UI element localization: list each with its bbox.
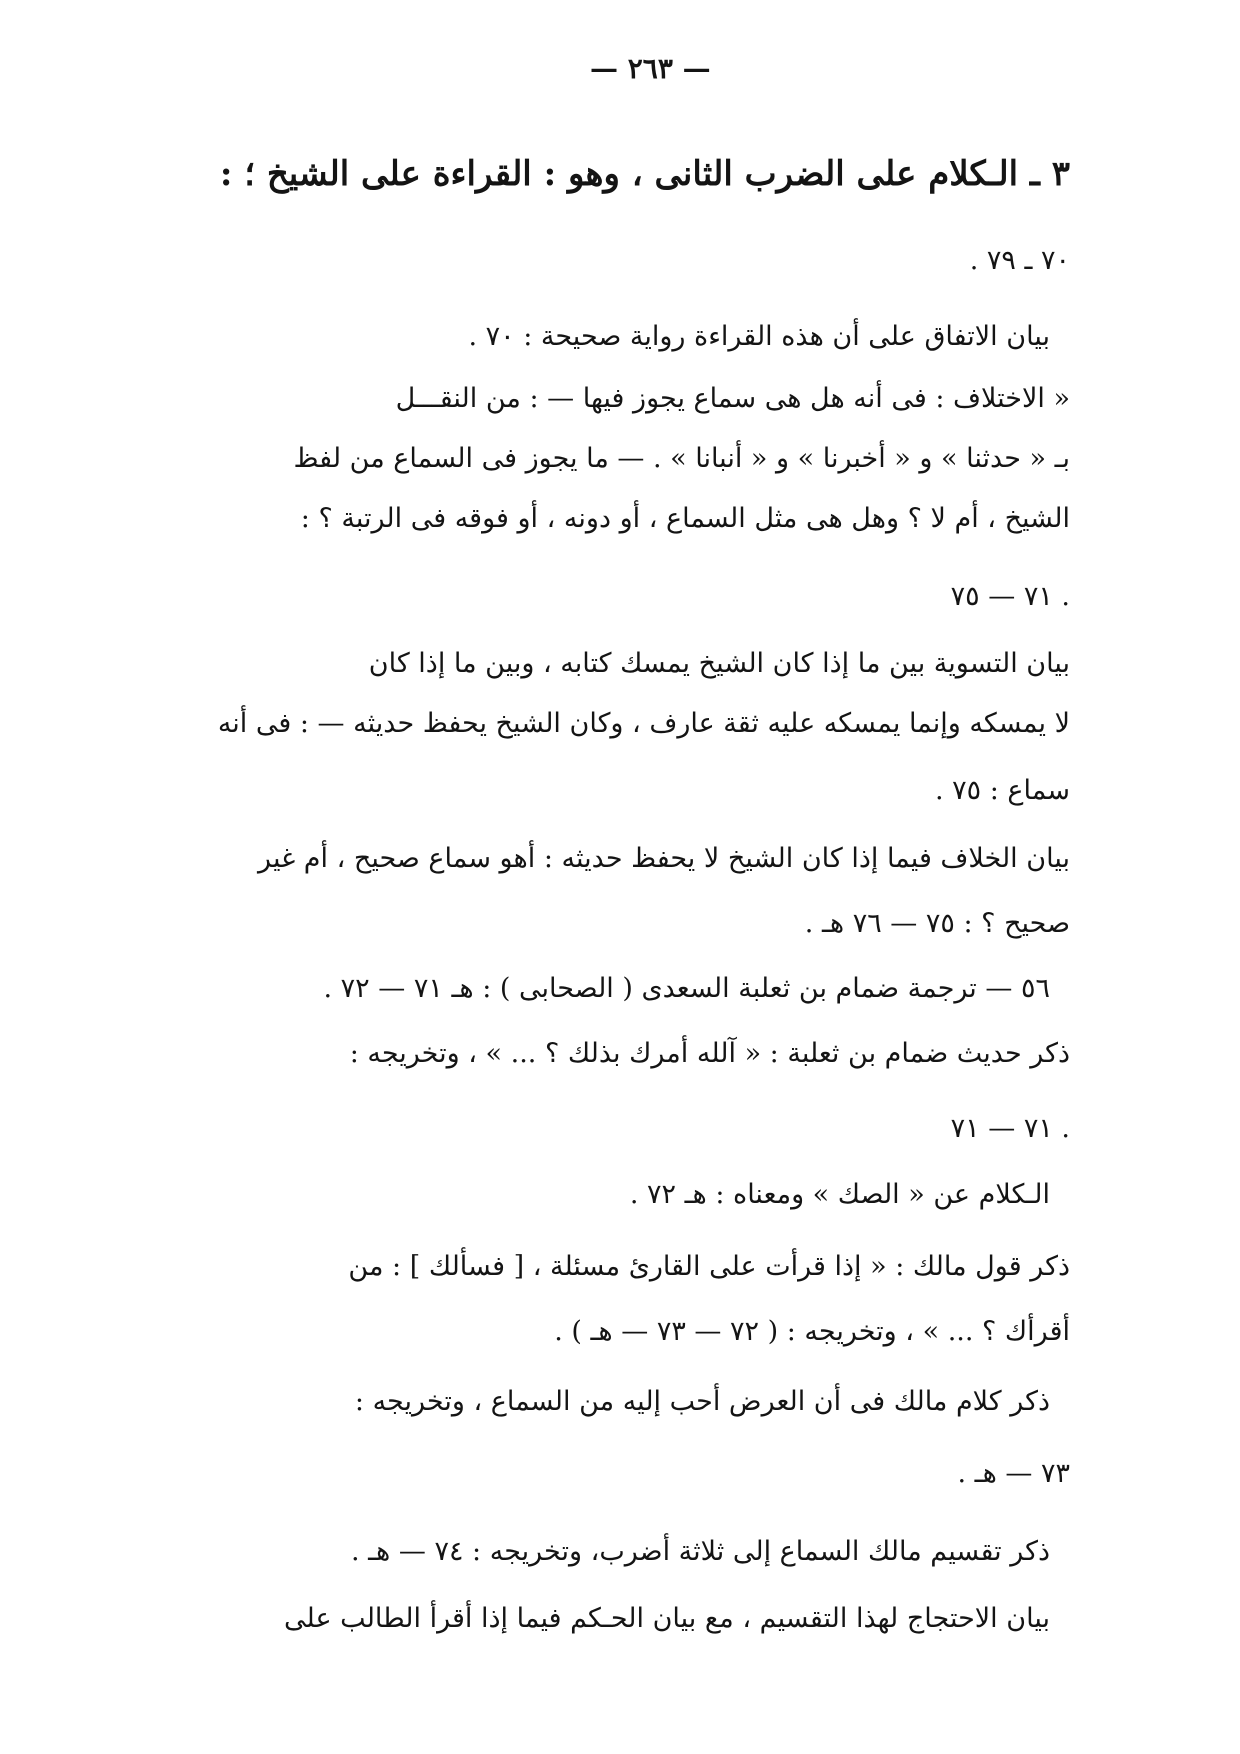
- text-line: صحيح ؟ : ٧٥ — ٧٦ هـ .: [804, 908, 1070, 939]
- text-line: ذكر كلام مالك فى أن العرض أحب إليه من السماع ، وتخريجه :: [354, 1386, 1050, 1417]
- text-line: ذكر تقسيم مالك السماع إلى ثلاثة أضرب، وتخريجه : ٧٤ — هـ .: [350, 1536, 1050, 1567]
- text-line: ذكر حديث ضمام بن ثعلبة : « آلله أمرك بذلك ؟ ... » ، وتخريجه :: [349, 1038, 1070, 1069]
- text-line: أقرأك ؟ ... » ، وتخريجه : ( ٧٢ — ٧٣ — هـ ) .: [554, 1316, 1070, 1347]
- text-line: ٧٣ — هـ .: [957, 1458, 1070, 1489]
- text-line: بـ « حدثنا » و « أخبرنا » و « أنبانا » . — ما يجوز فى السماع من لفظ: [293, 443, 1070, 474]
- text-line: ٧٠ ـ ٧٩ .: [969, 245, 1070, 276]
- text-line: ٧١ — ٧٥ .: [950, 581, 1070, 612]
- text-line: « الاختلاف : فى أنه هل هى سماع يجوز فيها — : من النقـــل: [395, 383, 1070, 414]
- text-line: ٥٦ — ترجمة ضمام بن ثعلبة السعدى ( الصحابى ) : هـ ٧١ — ٧٢ .: [323, 973, 1050, 1004]
- text-line: لا يمسكه وإنما يمسكه عليه ثقة عارف ، وكان الشيخ يحفظ حديثه — : فى أنه: [217, 708, 1070, 739]
- text-line: ٧١ — ٧١ .: [950, 1113, 1070, 1144]
- text-line: ذكر قول مالك : « إذا قرأت على القارئ مسئلة ، [ فسألك ] : من: [348, 1251, 1070, 1282]
- text-line: سماع : ٧٥ .: [934, 775, 1070, 806]
- text-line: بيان الخلاف فيما إذا كان الشيخ لا يحفظ حديثه : أهو سماع صحيح ، أم غير: [258, 843, 1070, 874]
- page-number: — ٢٦٣ —: [590, 52, 711, 85]
- text-line: بيان الاحتجاج لهذا التقسيم ، مع بيان الحـكم فيما إذا أقرأ الطالب على: [284, 1603, 1050, 1634]
- text-line: الشيخ ، أم لا ؟ وهل هى مثل السماع ، أو دونه ، أو فوقه فى الرتبة ؟ :: [300, 503, 1070, 534]
- section-heading: ٣ ـ الـكلام على الضرب الثانى ، وهو : القراءة على الشيخ ؛ :: [219, 154, 1070, 194]
- text-line: بيان التسوية بين ما إذا كان الشيخ يمسك كتابه ، وبين ما إذا كان: [368, 648, 1070, 679]
- text-line: بيان الاتفاق على أن هذه القراءة رواية صحيحة : ٧٠ .: [468, 321, 1050, 352]
- text-line: الـكلام عن « الصك » ومعناه : هـ ٧٢ .: [629, 1179, 1050, 1210]
